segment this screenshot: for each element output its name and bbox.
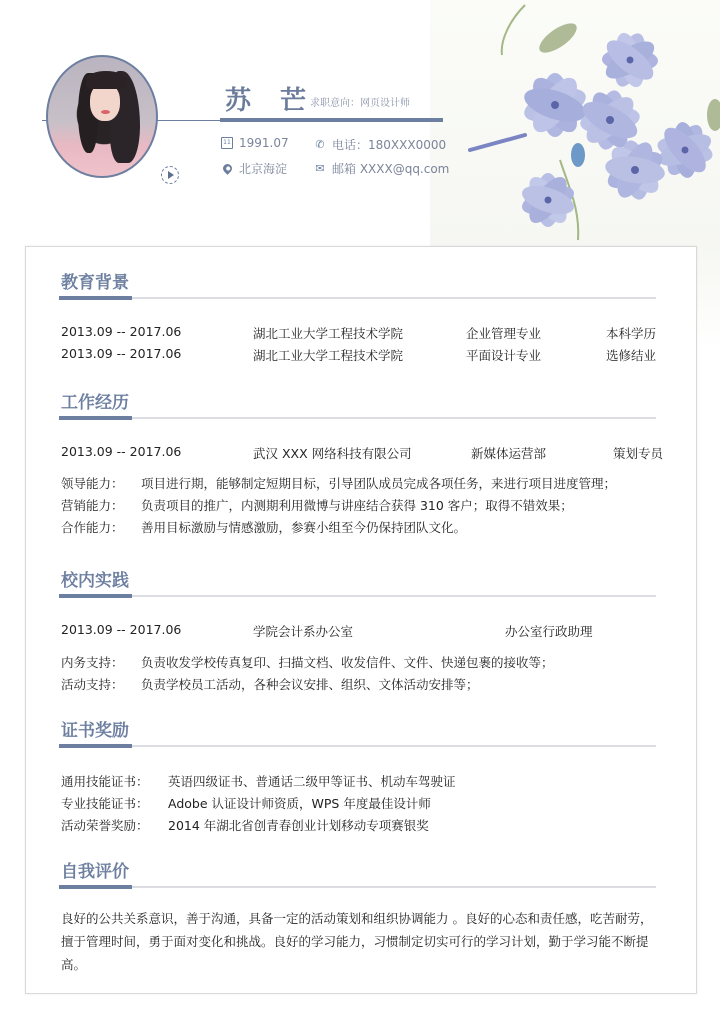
education-row [61, 324, 661, 340]
work-detail-item [61, 496, 573, 514]
company: 武汉 XXX 网络科技有限公司 [253, 446, 412, 461]
education-row [61, 346, 661, 362]
work-detail-item [61, 474, 616, 492]
period: 2013.09 -- 2017.06 [61, 622, 182, 637]
award-text: Adobe 认证设计师资质，WPS 年度最佳设计师 [168, 796, 431, 811]
period: 2013.09 -- 2017.06 [61, 444, 182, 459]
play-icon[interactable] [161, 166, 179, 184]
department: 新媒体运营部 [471, 446, 547, 461]
detail-text: 项目进行期，能够制定短期目标，引导团队成员完成各项任务，来进行项目进度管理； [141, 476, 617, 491]
candidate-name: 苏 芒 [225, 86, 317, 116]
email-text: 邮箱 XXXX@qq.com [332, 162, 450, 176]
birth-info [221, 136, 289, 150]
degree: 选修结业 [606, 348, 657, 363]
work-row [61, 444, 671, 460]
role: 策划专员 [613, 446, 664, 461]
campus-row [61, 622, 661, 638]
self-eval-text: 良好的公共关系意识，善于沟通，具备一定的活动策划和组织协调能力 。良好的心态和责任感，吃苦耐劳，擅于管理时间，勇于面对变化和挑战。良好的学习能力，习惯制定切实可行的学习计划，勤于学习能不断提高。 [61, 911, 653, 972]
detail-label: 活动支持： [61, 677, 124, 692]
mail-icon: ✉ [315, 162, 325, 175]
award-item [61, 772, 456, 790]
campus-detail-item [61, 675, 479, 693]
location-info [221, 160, 287, 177]
section-rule [59, 886, 656, 888]
work-detail-item [61, 518, 466, 536]
detail-text: 负责学校员工活动，各种会议安排、组织、文体活动安排等； [141, 677, 479, 692]
phone-icon: ✆ [315, 138, 325, 151]
organization: 学院会计系办公室 [253, 624, 354, 639]
location-text: 北京海淀 [239, 162, 288, 176]
major: 企业管理专业 [466, 326, 542, 341]
detail-text: 善用目标激励与情感激励，参赛小组至今仍保持团队文化。 [141, 520, 467, 535]
award-text: 英语四级证书、普通话二级甲等证书、机动车驾驶证 [168, 774, 456, 789]
degree: 本科学历 [606, 326, 657, 341]
award-text: 2014 年湖北省创青春创业计划移动专项赛银奖 [168, 818, 429, 833]
section-title-education: 教育背景 [61, 273, 129, 293]
section-title-self-eval: 自我评价 [61, 862, 129, 882]
section-title-awards: 证书奖励 [61, 721, 129, 741]
award-label: 活动荣誉奖励： [61, 818, 149, 833]
major: 平面设计专业 [466, 348, 542, 363]
role: 办公室行政助理 [505, 624, 593, 639]
avatar-photo [46, 55, 158, 178]
section-rule [59, 595, 656, 597]
section-rule [59, 417, 656, 419]
phone-info [314, 136, 446, 153]
job-intent: 求职意向：网页设计师 [310, 98, 410, 109]
detail-label: 内务支持： [61, 655, 124, 670]
school: 湖北工业大学工程技术学院 [253, 348, 404, 363]
campus-detail-item [61, 653, 554, 671]
award-item [61, 816, 429, 834]
phone-text: 电话：180XXX0000 [332, 138, 447, 152]
section-title-campus: 校内实践 [61, 571, 129, 591]
birth-date: 1991.07 [239, 136, 289, 150]
detail-text: 负责项目的推广，内测期利用微博与讲座结合获得 310 客户；取得不错效果； [141, 498, 573, 513]
detail-text: 负责收发学校传真复印、扫描文档、收发信件、文件、快递包裹的接收等； [141, 655, 554, 670]
award-label: 通用技能证书： [61, 774, 149, 789]
award-item [61, 794, 431, 812]
section-rule [59, 745, 656, 747]
section-rule [59, 297, 656, 299]
calendar-icon: 11 [221, 137, 233, 149]
period: 2013.09 -- 2017.06 [61, 346, 182, 361]
name-underline [220, 118, 443, 122]
email-info [314, 160, 449, 177]
location-pin-icon [221, 162, 234, 175]
period: 2013.09 -- 2017.06 [61, 324, 182, 339]
detail-label: 领导能力： [61, 476, 124, 491]
section-title-work: 工作经历 [61, 393, 129, 413]
award-label: 专业技能证书： [61, 796, 149, 811]
detail-label: 合作能力： [61, 520, 124, 535]
detail-label: 营销能力： [61, 498, 124, 513]
school: 湖北工业大学工程技术学院 [253, 326, 404, 341]
